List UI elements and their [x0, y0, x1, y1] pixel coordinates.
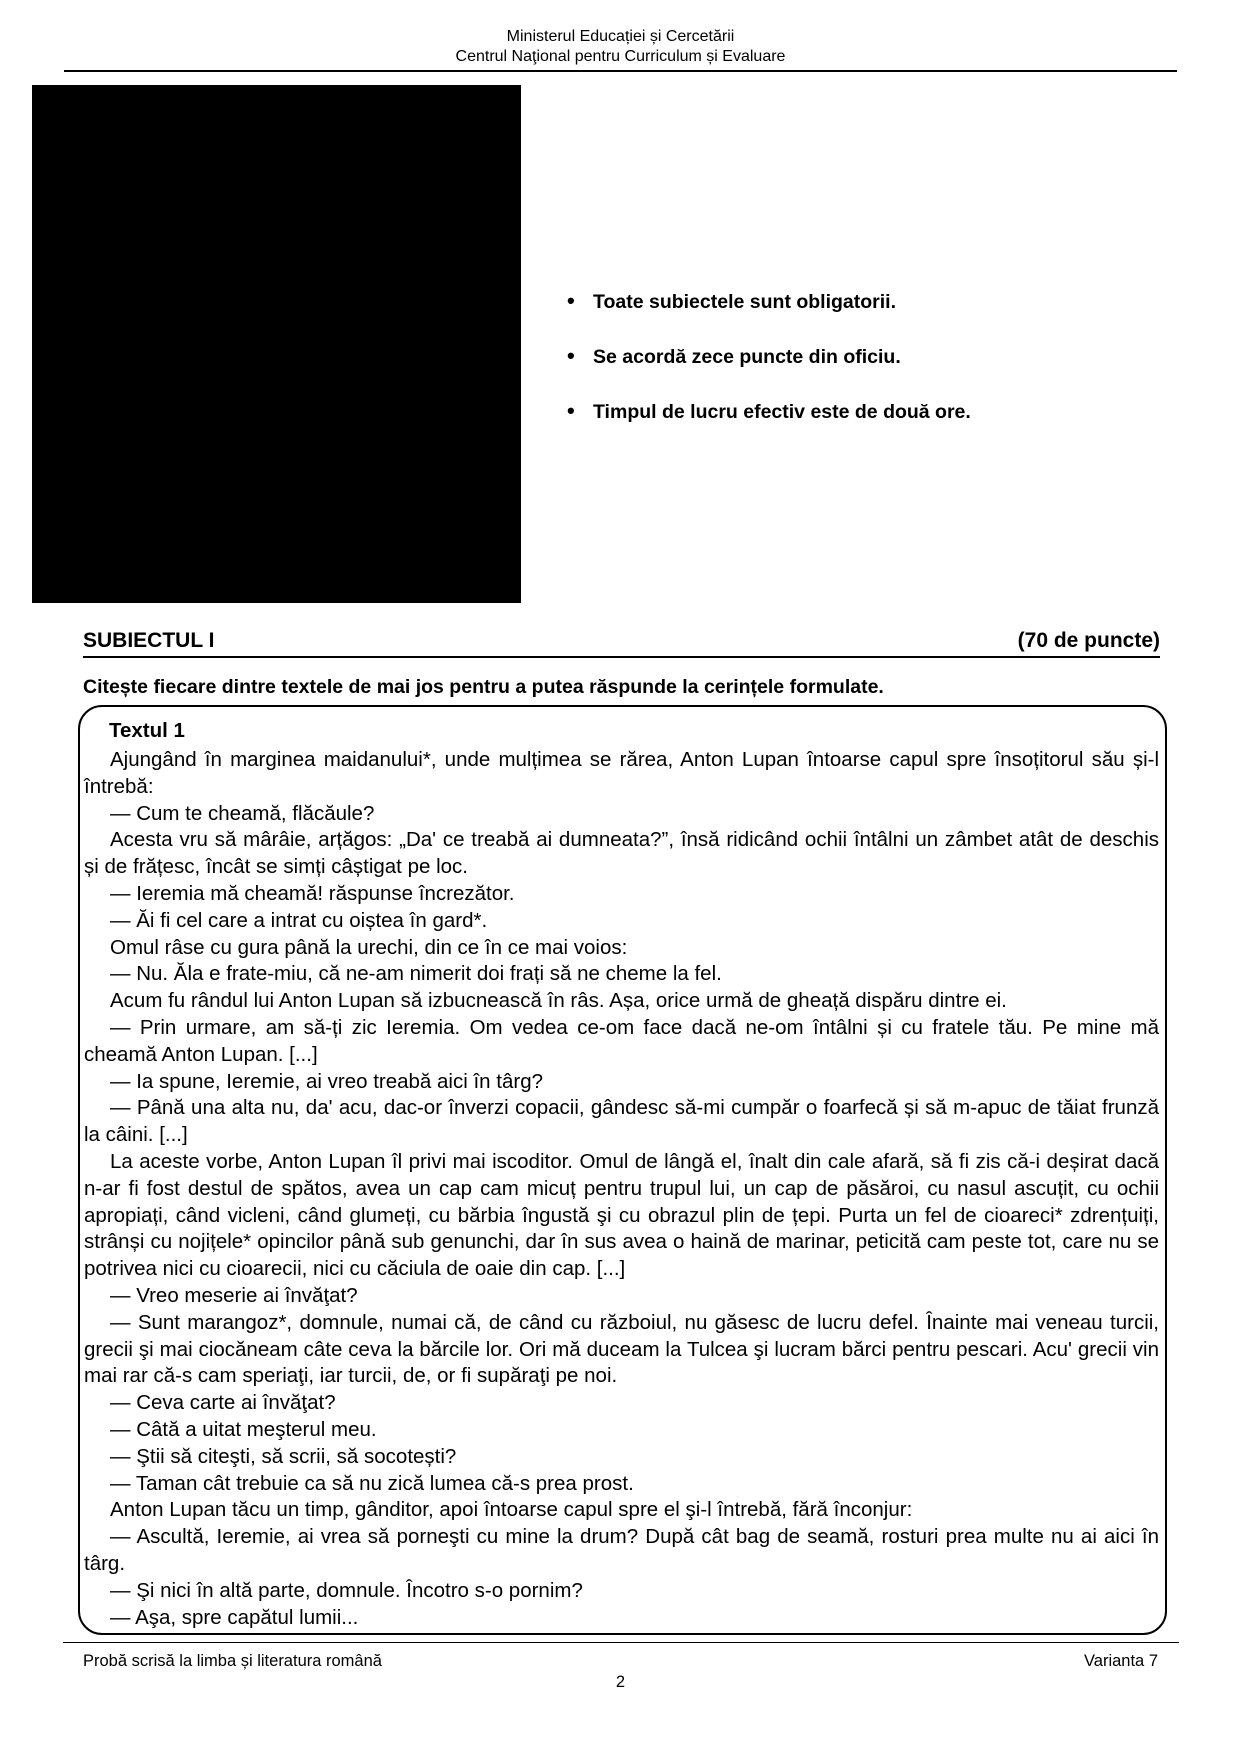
- passage-paragraph: Ajungând în marginea maidanului*, unde mulțimea se rărea, Anton Lupan întoarse capul spre însoțitorul său și-l întrebă:: [84, 748, 1159, 798]
- passage-paragraph: — Cum te cheamă, flăcăule?: [110, 801, 375, 825]
- passage-paragraph: — Taman cât trebuie ca să nu zică lumea că-s prea prost.: [110, 1471, 634, 1495]
- passage-paragraph: Omul râse cu gura până la urechi, din ce în ce mai voios:: [110, 935, 628, 959]
- passage-paragraph: — Ia spune, Ieremie, ai vreo treabă aici în târg?: [110, 1069, 544, 1093]
- passage-paragraph: Anton Lupan tăcu un timp, gânditor, apoi întoarse capul spre el şi-l întrebă, fără înconjur:: [110, 1498, 913, 1522]
- passage-paragraph: — Sunt marangoz*, domnule, numai că, de când cu războiul, nu găsesc de lucru defel. Înainte mai veneau turcii, grecii şi mai ciocăneam câte ceva la bărcile lor. Ori mă duceam la Tulcea şi lucram bărci pentru pescari. Acu' grecii vin mai rar că-s cam speriaţi, iar turcii, de, or fi supăraţi pe noi.: [84, 1310, 1159, 1388]
- header-divider: [64, 70, 1177, 72]
- passage-box: [78, 705, 1167, 1635]
- passage-paragraph: — Aşa, spre capătul lumii...: [110, 1605, 359, 1629]
- passage-paragraph: — Ceva carte ai învăţat?: [110, 1391, 336, 1415]
- redacted-region: [32, 85, 521, 603]
- passage-paragraph: — Şi nici în altă parte, domnule. Încotro s-o pornim?: [110, 1578, 583, 1602]
- footer-exam-name: Probă scrisă la limba și literatura română: [83, 1652, 382, 1670]
- passage-paragraph: — Ştii să citeşti, să scrii, să socotești?: [110, 1444, 457, 1468]
- notice-item: • Timpul de lucru efectiv este de două ore.: [565, 400, 1185, 424]
- passage-paragraph: — Câtă a uitat meşterul meu.: [110, 1417, 377, 1441]
- footer-variant: Varianta 7: [1084, 1652, 1158, 1670]
- passage-paragraph: — Ăi fi cel care a intrat cu oiștea în gard*.: [110, 908, 488, 932]
- subject-header: [83, 629, 1160, 658]
- page-number: 2: [615, 1673, 626, 1691]
- passage-paragraph: — Până una alta nu, da' acu, dac-or înverzi copacii, gândesc să-mi cumpăr o foarfecă și să m-apuc de tăiat frunză la câini. [...]: [84, 1096, 1159, 1147]
- passage-paragraph: — Prin urmare, am să-ți zic Ieremia. Om vedea ce-om face dacă ne-om întâlni și cu fratele tău. Pe mine mă cheamă Anton Lupan. [...]: [84, 1015, 1159, 1066]
- notice-list: [565, 290, 1185, 455]
- passage-paragraph: Acesta vru să mârâie, arțăgos: „Da' ce treabă ai dumneata?”, însă ridicând ochii întâlni un zâmbet atât de deschis și de frățesc, încât se simți câștigat pe loc.: [84, 828, 1159, 879]
- header-line-2: Centrul Naţional pentru Curriculum și Evaluare: [455, 48, 786, 65]
- passage-body: [84, 747, 1159, 1631]
- passage-paragraph: La aceste vorbe, Anton Lupan îl privi mai iscoditor. Omul de lângă el, înalt din cale afară, să fi zis că-i deșirat dacă n-ar fi fost destul de spătos, avea un cap cam micuț pentru trupul lui, un cap de păsăroi, cu nasul ascuțit, cu ochii apropiați, când vicleni, când glumeți, cu bărbia îngustă şi cu obrazul plin de țepi. Purta un fel de cioareci* zdrențuiți, strânși cu nojițele* opincilor până sub genunchi, dar în sus avea o haină de marinar, peticită cam peste tot, care nu se potrivea nici cu cioarecii, nici cu căciula de oaie din cap. [...]: [84, 1149, 1159, 1281]
- notice-item: • Se acordă zece puncte din oficiu.: [565, 345, 1185, 369]
- page-header: [0, 27, 1241, 67]
- passage-title: Textul 1: [109, 719, 185, 742]
- passage-paragraph: — Ieremia mă cheamă! răspunse încrezător.: [110, 881, 515, 905]
- passage-paragraph: — Vreo meserie ai învăţat?: [110, 1283, 358, 1307]
- passage-paragraph: — Ascultă, Ieremie, ai vrea să porneşti cu mine la drum? După cât bag de seamă, rosturi prea multe nu ai aici în târg.: [84, 1525, 1159, 1575]
- passage-paragraph: — Nu. Ăla e frate-miu, că ne-am nimerit doi frați să ne cheme la fel.: [110, 962, 722, 986]
- footer-divider: [63, 1642, 1179, 1643]
- subject-points: (70 de puncte): [1017, 629, 1160, 652]
- page-footer: [83, 1651, 1158, 1672]
- subject-title: SUBIECTUL I: [83, 629, 215, 652]
- notice-item: • Toate subiectele sunt obligatorii.: [565, 290, 1185, 314]
- instruction-text: Citește fiecare dintre textele de mai jos pentru a putea răspunde la cerințele formulate.: [83, 676, 884, 698]
- passage-paragraph: Acum fu rândul lui Anton Lupan să izbucnească în râs. Așa, orice urmă de gheață dispăru dintre ei.: [110, 989, 1007, 1013]
- header-line-1: Ministerul Educației și Cercetării: [506, 28, 735, 45]
